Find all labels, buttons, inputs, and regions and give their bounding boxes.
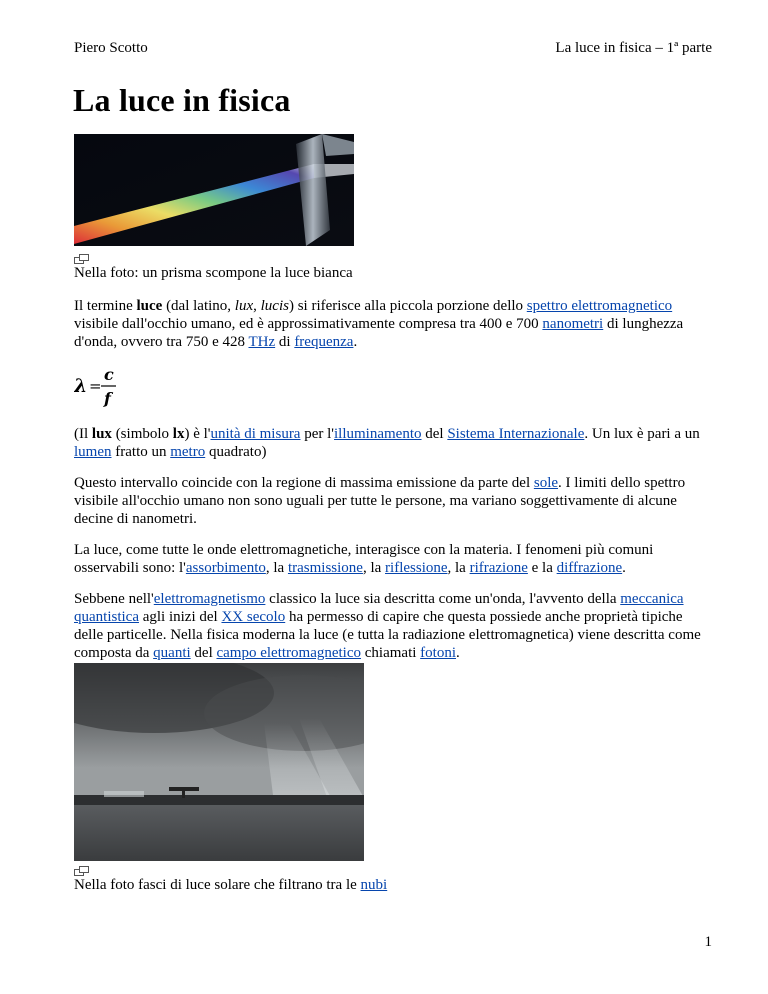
paragraph-interaction: La luce, come tutte le onde elettromagnetiche, interagisce con la materia. I fenomeni più comuni osservabili sono: l'assorbimento, la trasmissione, la riflessione, la rifrazione e la diffrazione.	[74, 542, 654, 576]
link-diffrazione[interactable]: diffrazione	[556, 560, 623, 576]
formula-denominator: f	[104, 389, 111, 408]
link-rifrazione[interactable]: rifrazione	[469, 560, 528, 576]
sunbeam-caption: Nella foto fasci di luce solare che filtrano tra le nubi	[74, 877, 388, 893]
link-nanometri[interactable]: nanometri	[542, 316, 604, 332]
paragraph-interval: Questo intervallo coincide con la regione di massima emissione da parte del sole. I limiti dello spettro visibile all'occhio umano non sono uguali per tutte le persone, ma variano soggettivamente di alcune decine di nanometri.	[74, 475, 686, 527]
sunbeam-photo[interactable]	[74, 663, 364, 861]
link-thz[interactable]: THz	[248, 334, 276, 350]
link-trasmissione[interactable]: trasmissione	[287, 560, 363, 576]
link-meccanica-quantistica[interactable]: meccanica quantistica	[74, 591, 684, 625]
link-campo-elettromagnetico[interactable]: campo elettromagnetico	[216, 645, 362, 661]
enlarge-icon[interactable]	[74, 254, 89, 264]
formula-lhs: λ	[74, 375, 88, 397]
header-author: Piero Scotto	[74, 40, 148, 56]
link-illuminamento[interactable]: illuminamento	[334, 426, 422, 442]
link-assorbimento[interactable]: assorbimento	[185, 560, 266, 576]
link-fotoni[interactable]: fotoni	[420, 645, 457, 661]
link-quanti[interactable]: quanti	[153, 645, 191, 661]
link-unita-di-misura[interactable]: unità di misura	[210, 426, 301, 442]
prism-image	[74, 134, 354, 246]
wavelength-formula	[74, 362, 134, 414]
link-riflessione[interactable]: riflessione	[385, 560, 448, 576]
paragraph-quantum: Sebbene nell'elettromagnetismo classico la luce sia descritta come un'onda, l'avvento della meccanica quantistica agli inizi del XX secolo ha permesso di capire che questa possiede anche proprietà tipiche delle particelle. Nella fisica moderna la luce (e tutta la radiazione elettromagnetica) viene descritta come composta da quanti del campo elettromagnetico chiamati fotoni.	[74, 591, 701, 661]
link-elettromagnetismo[interactable]: elettromagnetismo	[153, 591, 266, 607]
paragraph-lux: (Il lux (simbolo lx) è l'unità di misura per l'illuminamento del Sistema Internazionale. Un lux è pari a un lumen fratto un metro quadrato)	[74, 426, 700, 460]
link-spettro-elettromagnetico[interactable]: spettro elettromagnetico	[526, 298, 673, 314]
link-sole[interactable]: sole	[533, 475, 559, 491]
page-number: 1	[704, 934, 712, 950]
link-sistema-internazionale[interactable]: Sistema Internazionale	[447, 426, 585, 442]
header-title: La luce in fisica – 1ª parte	[555, 40, 712, 56]
link-metro[interactable]: metro	[170, 444, 206, 460]
link-frequenza[interactable]: frequenza	[294, 334, 354, 350]
paragraph-definition: Il termine luce (dal latino, lux, lucis) si riferisce alla piccola porzione dello spettro elettromagnetico visibile dall'occhio umano, ed è approssimativamente compresa tra 400 e 700 nanometri di lunghezza d'onda, ovvero tra 750 e 428 THz di frequenza.	[74, 298, 684, 350]
enlarge-icon[interactable]	[74, 866, 89, 876]
prism-photo[interactable]	[74, 134, 354, 246]
link-nubi[interactable]: nubi	[360, 877, 388, 893]
formula-numerator: c	[104, 365, 114, 384]
prism-caption: Nella foto: un prisma scompone la luce bianca	[74, 265, 353, 281]
link-lumen[interactable]: lumen	[74, 444, 112, 460]
sunbeam-image	[74, 663, 364, 861]
page-title: La luce in fisica	[73, 82, 291, 118]
link-xx-secolo[interactable]: XX secolo	[221, 609, 286, 625]
formula-equals: =	[89, 377, 102, 395]
